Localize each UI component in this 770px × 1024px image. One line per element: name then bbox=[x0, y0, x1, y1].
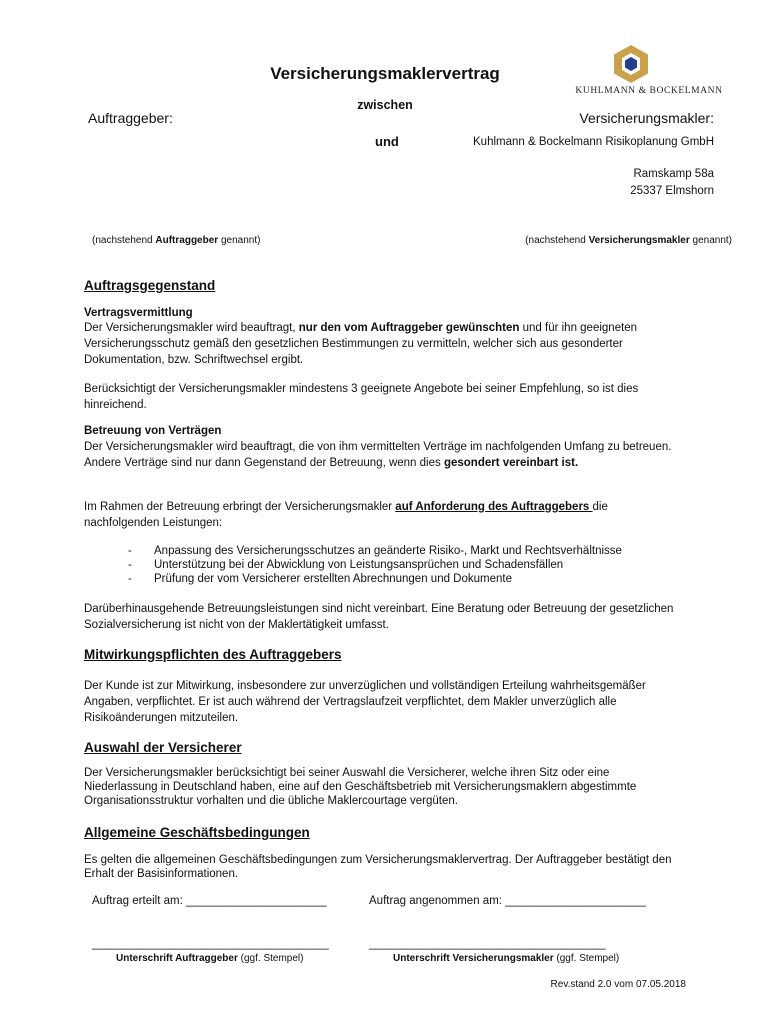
document-title: Versicherungsmaklervertrag bbox=[270, 64, 500, 83]
paragraph-agb: Es gelten die allgemeinen Geschäftsbedingungen zum Versicherungsmaklervertrag. Der Auftraggeber bestätigt den Erhalt der Basisinformationen. bbox=[84, 854, 672, 880]
revision-stamp: Rev.stand 2.0 vom 07.05.2018 bbox=[550, 979, 686, 990]
signature-line-client[interactable]: _____________________________________ bbox=[92, 938, 329, 950]
signature-caption-broker: Unterschrift Versicherungsmakler (ggf. Stempel) bbox=[393, 953, 620, 964]
signature-caption-client: Unterschrift Auftraggeber (ggf. Stempel) bbox=[116, 953, 304, 964]
client-label: Auftraggeber: bbox=[88, 110, 173, 126]
order-issued-field[interactable]: Auftrag erteilt am: ______________________ bbox=[92, 895, 327, 907]
subheading-vermittlung: Vertragsvermittlung bbox=[84, 307, 193, 319]
paragraph-ausschluss: Darüberhinausgehende Betreuungsleistungen sind nicht vereinbart. Eine Beratung oder Betreuung der gesetzlichen Sozialversicherung ist nicht von der Maklertätigkeit umfasst. bbox=[84, 603, 674, 631]
paragraph-vermittlung: Der Versicherungsmakler wird beauftragt, nur den vom Auftraggeber gewünschten und für ihn geeigneten Versicherungsschutz gemäß den gesetzlichen Bestimmungen zu vermitteln, welcher sich aus gesonderter Dokumentation, bzw. Schriftwechsel ergibt. bbox=[84, 322, 638, 366]
between-label: zwischen bbox=[357, 98, 413, 112]
section-heading-auswahl: Auswahl der Versicherer bbox=[84, 740, 242, 755]
paragraph-mitwirkung: Der Kunde ist zur Mitwirkung, insbesondere zur unverzüglichen und vollständigen Erteilung wahrheitsgemäßer Angaben, verpflichtet. Er ist auch während der Vertragslaufzeit verpflichtet, dem Makler unverzüglich alle Risikoänderungen mitzuteilen. bbox=[84, 680, 646, 724]
subheading-betreuung: Betreuung von Verträgen bbox=[84, 425, 222, 437]
and-label: und bbox=[375, 134, 399, 149]
broker-city: 25337 Elmshorn bbox=[630, 185, 714, 197]
broker-company: Kuhlmann & Bockelmann Risikoplanung GmbH bbox=[473, 136, 714, 148]
service-list bbox=[128, 543, 708, 587]
order-accepted-field[interactable]: Auftrag angenommen am: ______________________ bbox=[369, 895, 646, 907]
section-heading-agb: Allgemeine Geschäftsbedingungen bbox=[84, 825, 310, 840]
logo-wordmark: KUHLMANN & BOCKELMANN bbox=[575, 86, 723, 96]
broker-label: Versicherungsmakler: bbox=[579, 110, 714, 126]
signature-line-broker[interactable]: _____________________________________ bbox=[369, 938, 606, 950]
paragraph-leistungen: Im Rahmen der Betreuung erbringt der Versicherungsmakler auf Anforderung des Auftraggebers die nachfolgenden Leistungen: bbox=[84, 501, 608, 529]
paragraph-angebote: Berücksichtigt der Versicherungsmakler mindestens 3 geeignete Angebote bei seiner Empfehlung, so ist dies hinreichend. bbox=[84, 383, 639, 411]
broker-note: (nachstehend Versicherungsmakler genannt) bbox=[525, 235, 732, 246]
paragraph-betreuung: Der Versicherungsmakler wird beauftragt, die von ihm vermittelten Verträge im nachfolgenden Umfang zu betreuen. Andere Verträge sind nur dann Gegenstand der Betreuung, wenn dies gesondert vereinbart ist. bbox=[84, 441, 672, 469]
section-heading-auftrag: Auftragsgegenstand bbox=[84, 278, 216, 293]
list-item: - Unterstützung bei der Abwicklung von Leistungsansprüchen und Schadensfällen bbox=[128, 559, 564, 571]
paragraph-auswahl: Der Versicherungsmakler berücksichtigt bei seiner Auswahl die Versicherer, welche ihren Sitz oder eine Niederlassung in Deutschland haben, eine auf den Geschäftsbetrieb mit Versicherungsmaklern abgestimmte Organisationsstruktur vorhalten und die übliche Maklercourtage vergüten. bbox=[84, 767, 637, 807]
list-item: - Anpassung des Versicherungsschutzes an geänderte Risiko-, Markt und Rechtsverhältnisse bbox=[128, 545, 622, 557]
list-item: - Prüfung der vom Versicherer erstellten Abrechnungen und Dokumente bbox=[128, 573, 512, 585]
broker-street: Ramskamp 58a bbox=[633, 168, 714, 180]
section-heading-mitwirkung: Mitwirkungspflichten des Auftraggebers bbox=[84, 647, 342, 662]
client-note: (nachstehend Auftraggeber genannt) bbox=[92, 235, 261, 246]
